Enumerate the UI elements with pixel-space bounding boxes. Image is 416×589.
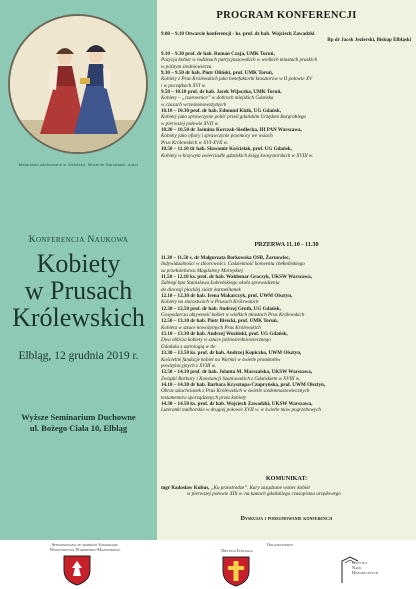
painting-caption: Malarstwo zachowane w Gdańsku, Muzeum Narodowe, autor: [18, 162, 139, 167]
program-item-speaker: 9.30 – 9.50 dr hab. Piotr Oliński, prof. UMK Toruń,: [161, 70, 273, 77]
program-item-speaker: 11.50 – 12.10 ks. prof. dr hab. Waldemar Graczyk, UKSW Warszawa,: [161, 274, 312, 281]
program-item-title: testamentów sporządzonych przez kobiety: [161, 394, 247, 401]
title-line: Kobiety: [36, 249, 121, 278]
program-item-title: w czasach wczesnonowożytnych: [161, 101, 227, 108]
program-item: [161, 318, 411, 331]
komunikat-heading: KOMUNIKAT:: [265, 475, 308, 482]
painting-medallion: [8, 14, 148, 154]
diocese-shield-icon: [221, 555, 251, 587]
program-item: [161, 127, 411, 146]
organizers-label: Organizatorzy: [266, 542, 294, 547]
institute-line: Instytut: [352, 560, 368, 565]
program-item-title: Kobiety w krzywym zwierciadle gdańskich ksiąg konsystorskich w XVIII w.: [161, 152, 314, 159]
program-item-title: Kobiety z Prus Królewskich jako benefaktorki klasztorów w II połowie XV: [161, 76, 313, 83]
program-item-title: Pozycja kobiet w rodzinach patrycjuszowskich w wielkich miastach pruskich: [161, 57, 317, 64]
program-item: [161, 293, 411, 306]
opening-line: Bp dr Jacek Jezierski, Biskup Elbląski: [327, 37, 411, 44]
program-item-title: do diecezji płockiej sióstr karmelitanek: [161, 286, 241, 293]
program-item-speaker: 12.50 – 13.10 dr hab. Piotr Birecki, prof. UMK Toruń,: [161, 318, 278, 325]
program-item-speaker: 10.30 – 10.50 dr Jaśmina Korczak-Siedlecka, IH PAN Warszawa,: [161, 127, 302, 134]
conference-title: [0, 250, 157, 331]
program-item: [161, 306, 411, 319]
program-item: [161, 382, 411, 401]
diocese-label: Diecezja Elbląska: [221, 549, 253, 553]
program-item: [161, 89, 411, 108]
program-item-title: Luteranki malborskie w drugiej połowie XVII w. w świetle mów pogrzebowych: [161, 407, 321, 414]
program-item-title: Kobiety na starostwach w Prusach Królewskich: [161, 299, 259, 306]
program-item-speaker: 9.50 – 10.10 prof. dr hab. Jacek Wijaczka, UMK Toruń,: [161, 89, 282, 96]
funding-line: Sfinansowano ze środków Samorządu: [51, 542, 119, 547]
program-item-title: Kobieta w sztuce nowożytnych Prus Królewskich: [161, 324, 261, 331]
program-item-title: powizytacyjnych z XVIII w.: [161, 362, 217, 369]
program-item-speaker: 13.30 – 13.50 ks. prof. dr hab. Andrzej Kopiczko, UWM Olsztyn,: [161, 350, 302, 357]
komunikat-title: „Ku przestrodze”. Kary zasądzane wobec kobiet: [209, 485, 310, 491]
program-item: [161, 146, 411, 159]
program-item: [161, 255, 411, 274]
institute-line: Nauk: [352, 565, 362, 571]
program-item-speaker: 9.10 – 9.30 prof. dr hab. Roman Czaja, UMK Toruń,: [161, 51, 275, 57]
program-item-title: Dwa oblicza kobiety w sztuce późnośredniowiecznego: [161, 337, 271, 344]
conference-date: Elbląg, 12 grudnia 2019 r.: [18, 350, 139, 362]
title-line: w Prusach: [24, 276, 133, 305]
two-ladies-illustration: [10, 16, 148, 154]
program-item: [161, 274, 411, 293]
program-item-title: za przełożeństwa Magdaleny Mortęskiej: [161, 267, 243, 274]
program-item-speaker: 14.30 – 14.50 ks. prof. dr hab. Wojciech Zawadzki, UKSW Warszawa,: [161, 400, 313, 407]
title-line: Królewskich: [12, 303, 145, 332]
program-item-title: Prus Królewskich w XVI-XVII w.: [161, 139, 229, 146]
session-two: [161, 255, 411, 414]
komunikat-block: [161, 485, 411, 498]
funding-note: [30, 542, 140, 552]
program-item-title: Obraz szlachcianek z Prus Królewskich w świetle siedemnastowiecznych: [161, 388, 310, 395]
venue-line: Wyższe Seminarium Duchowne: [21, 412, 136, 422]
program-item-title: Gdańska z astrologią w tle: [161, 343, 216, 350]
program-item: [161, 331, 411, 350]
venue-line: ul. Bożego Ciała 10, Elbląg: [29, 423, 128, 433]
program-item-title: w pierwszej połowie XVII w.: [161, 120, 219, 127]
komunikat-speaker: mgr Radosław Kubus,: [161, 485, 210, 491]
program-item: [161, 369, 411, 382]
program-item-speaker: 10.10 – 10.30 prof. dr hab. Edmund Kizik, UG Gdańsk,: [161, 108, 281, 115]
program-item-speaker: 13.10 – 13.30 dr hab. Andrzej Woziński, prof. UG Gdańsk,: [161, 331, 288, 338]
opening-line: 9.00 – 9.10 Otwarcie konferencji - ks. prof. dr hab. Wojciech Zawadzki: [161, 31, 315, 37]
program-item-speaker: 13.50 – 14.10 prof. dr hab. Jolanta M. Marszalska, UKSW Warszawa,: [161, 369, 313, 376]
program-item: [161, 108, 411, 127]
program-item-title: Indywidualności w zbiorowości. Codzienność konwentu chełmińskiego: [161, 261, 305, 268]
program-item-title: Kobiety – „czarownice” w dobrach miejskich Gdańska: [161, 95, 274, 102]
program-item-title: Kobiety jako sprawczynie pobić przed gdańskim Urzędem Burgrabiego: [161, 114, 307, 121]
program-item-title: Gospodarcza aktywność kobiet w wielkich miastach Prus Królewskich: [161, 312, 305, 319]
voivodeship-shield-icon: [62, 554, 92, 586]
institute-name: [352, 560, 392, 576]
funding-line: Województwa Warmińsko-Mazurskiego: [49, 547, 121, 553]
program-item: [161, 401, 411, 414]
program-item-speaker: 12.10 – 12.30 dr hab. Irena Makarczyk, prof. UWM Olsztyn,: [161, 293, 293, 300]
program-item: [161, 70, 411, 89]
program-item-title: i w początkach XVI w.: [161, 82, 207, 89]
session-one: [161, 51, 411, 159]
program-item-speaker: 14.10 – 14.30 dr hab. Barbara Krysztopa-Czupryńska, prof. UWM Olsztyn,: [161, 381, 326, 388]
program-item-title: w późnym średniowieczu: [161, 63, 212, 70]
program-item-title: Związki Barbary i Konstancji Szaniawskich z Gdańskiem w XVIII w.: [161, 375, 301, 382]
opening-block: [161, 31, 411, 44]
program-item-title: Zabiegi bpa Stanisława Łubieńskiego około sprowadzenia: [161, 280, 280, 287]
program-item-title: Kościelne fundacje kobiet na Warmii w świetle protokołów: [161, 356, 281, 363]
institute-line: Historycznych: [352, 570, 379, 576]
break-heading: PRZERWA 11.10 - 11.30: [254, 241, 319, 248]
komunikat-title-line: w pierwszej połowie XIX w. na łamach gdańskiego czasopisma urzędowego: [187, 491, 341, 498]
program-item-speaker: 12.30 – 12.50 prof. dr hab. Andrzej Groth, UG Gdańsk,: [161, 305, 281, 312]
conference-label: Konferencja Naukowa: [28, 235, 129, 245]
conference-venue: [0, 412, 157, 434]
closing-heading: Dyskusja i podsumowanie konferencji: [240, 516, 333, 522]
program-item: [161, 350, 411, 369]
program-item-speaker: 10.50 – 11.10 dr hab. Sławomir Kościelak, prof. UG Gdańsk,: [161, 146, 292, 153]
program-item-speaker: 11.30 – 11.50 s. dr Małgorzata Borkowska OSB, Żarnowiec,: [161, 255, 291, 261]
program-heading: PROGRAM KONFERENCJI: [216, 10, 357, 21]
program-item-title: Kobiety jako ofiary i sprawczynie przemocy we wsiach: [161, 133, 273, 140]
left-panel: [0, 0, 157, 540]
program-item: [161, 51, 411, 70]
